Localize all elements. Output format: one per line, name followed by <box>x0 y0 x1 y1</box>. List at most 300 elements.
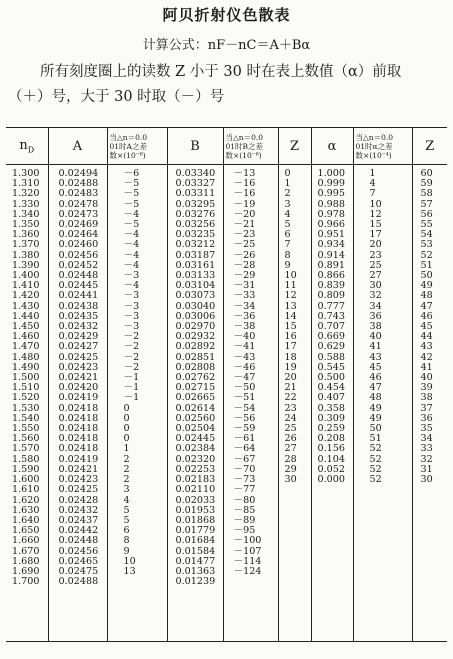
table-cell: 0.669 <box>317 331 345 343</box>
table-cell: 45 <box>369 361 382 373</box>
table-cell: 26 <box>284 433 297 445</box>
table-cell: 47 <box>420 300 433 312</box>
table-cell: －38 <box>233 321 256 333</box>
table-cell: 43 <box>369 351 382 363</box>
table-cell: 1.510 <box>12 382 40 394</box>
table-cell: 42 <box>420 351 433 363</box>
table-cell: 0.02715 <box>175 382 216 394</box>
table-cell: 22 <box>284 392 297 404</box>
table-cell: 0.02432 <box>58 504 99 516</box>
table-cell: 37 <box>420 402 433 414</box>
table-cell: －5 <box>123 188 140 200</box>
table-cell: 0.02456 <box>58 545 99 557</box>
table-cell: 1.330 <box>12 198 40 210</box>
table-cell: 45 <box>420 321 433 333</box>
table-cell: 1.520 <box>12 392 40 404</box>
table-cell: 1.450 <box>12 321 40 333</box>
table-cell: 10 <box>123 555 136 567</box>
table-cell: 30 <box>284 474 297 486</box>
table-cell: －31 <box>233 280 256 292</box>
table-cell: 0.707 <box>317 321 345 333</box>
column-diff-a <box>107 165 167 642</box>
table-cell: 0.588 <box>317 351 345 363</box>
table-cell: 0.02033 <box>175 494 216 506</box>
table-cell: 3 <box>123 484 130 496</box>
table-cell: 0.02419 <box>58 392 99 404</box>
table-cell: 9 <box>123 545 130 557</box>
table-cell: 0.02320 <box>175 453 216 465</box>
table-cell: 1.640 <box>12 514 40 526</box>
table-cell: 1.320 <box>12 188 40 200</box>
table-cell: －23 <box>233 229 256 241</box>
table-cell: 20 <box>369 239 382 251</box>
table-cell: 5 <box>123 514 130 526</box>
table-cell: 6 <box>123 525 130 537</box>
column-nd <box>6 165 48 642</box>
table-cell: 0.259 <box>317 423 345 435</box>
table-cell: 0.01584 <box>175 545 216 557</box>
table-cell: 28 <box>284 453 297 465</box>
table-cell: 51 <box>420 259 433 271</box>
table-cell: 0.02478 <box>58 198 99 210</box>
table-cell: 44 <box>420 331 433 343</box>
table-cell: 1.550 <box>12 423 40 435</box>
table-cell: 0.01363 <box>175 565 216 577</box>
table-cell: 32 <box>420 453 433 465</box>
table-cell: 0.02892 <box>175 341 216 353</box>
table-cell: 10 <box>369 198 382 210</box>
table-cell: 8 <box>284 249 291 261</box>
table-cell: 1.430 <box>12 300 40 312</box>
table-cell: 0.02808 <box>175 361 216 373</box>
table-cell: 7 <box>369 188 376 200</box>
table-cell: 38 <box>420 392 433 404</box>
table-header-row <box>6 128 447 165</box>
table-cell: 0.995 <box>317 188 345 200</box>
table-cell: 0 <box>123 412 130 424</box>
table-cell: 47 <box>369 382 382 394</box>
column-alpha <box>311 165 353 642</box>
table-cell: 0.891 <box>317 259 345 271</box>
table-cell: －29 <box>233 270 256 282</box>
table-cell: 0.01953 <box>175 504 216 516</box>
table-cell: 8 <box>123 535 130 547</box>
table-cell: 52 <box>420 249 433 261</box>
table-cell: 19 <box>284 361 297 373</box>
table-cell: 0 <box>123 423 130 435</box>
table-cell: 17 <box>369 229 382 241</box>
table-cell: 0.454 <box>317 382 345 394</box>
table-cell: 10 <box>284 270 297 282</box>
table-cell: 1.540 <box>12 412 40 424</box>
table-cell: －41 <box>233 341 256 353</box>
table-cell: 0.934 <box>317 239 345 251</box>
table-cell: 5 <box>123 504 130 516</box>
table-cell: 1.630 <box>12 504 40 516</box>
table-cell: 52 <box>369 474 382 486</box>
table-cell: 0.02437 <box>58 514 99 526</box>
table-cell: 0.914 <box>317 249 345 261</box>
table-cell: 1.670 <box>12 545 40 557</box>
table-cell: －85 <box>233 504 256 516</box>
table-cell: 0.978 <box>317 208 345 220</box>
table-cell: 0.01239 <box>175 576 216 588</box>
header-z2: Z <box>412 128 447 165</box>
table-cell: 54 <box>420 229 433 241</box>
table-cell: 4 <box>369 178 376 190</box>
table-cell: －4 <box>123 229 140 241</box>
table-cell: 0.03276 <box>175 208 216 220</box>
table-cell: 0.052 <box>317 463 345 475</box>
table-cell: 0.02560 <box>175 412 216 424</box>
table-cell: 0.02488 <box>58 178 99 190</box>
page-title: 阿贝折射仪色散表 <box>162 6 291 24</box>
formula: 计算公式：nF－nC＝A＋Bα <box>142 38 311 53</box>
table-cell: －26 <box>233 249 256 261</box>
table-cell: 1.650 <box>12 525 40 537</box>
table-cell: 0 <box>123 402 130 414</box>
table-cell: 0.01779 <box>175 525 216 537</box>
table-cell: 6 <box>284 229 291 241</box>
table-cell: －51 <box>233 392 256 404</box>
table-cell: 1.370 <box>12 239 40 251</box>
table-cell: 0.02932 <box>175 331 216 343</box>
table-cell: －4 <box>123 239 140 251</box>
table-cell: 0.03327 <box>175 178 216 190</box>
table-cell: 39 <box>420 382 433 394</box>
table-cell: 0.02851 <box>175 351 216 363</box>
table-cell: 0.02494 <box>58 168 99 179</box>
table-cell: 0.02473 <box>58 208 99 220</box>
table-cell: 0.02425 <box>58 351 99 363</box>
table-cell: 1.570 <box>12 443 40 455</box>
table-cell: －16 <box>233 178 256 190</box>
table-cell: 0 <box>123 433 130 445</box>
table-cell: 0.02483 <box>58 188 99 200</box>
table-cell: 0.02614 <box>175 402 216 414</box>
description-line-1: 所有刻度圈上的读数 Z 小于 30 时在表上数值（α）前取 <box>40 64 402 80</box>
table-cell: 1.400 <box>12 270 40 282</box>
table-cell: 34 <box>369 300 382 312</box>
table-cell: 1.620 <box>12 494 40 506</box>
table-cell: －5 <box>123 178 140 190</box>
table-cell: 1.580 <box>12 453 40 465</box>
table-cell: 0.02418 <box>58 412 99 424</box>
table-cell: 1.340 <box>12 208 40 220</box>
table-cell: 1.440 <box>12 310 40 322</box>
table-cell: 2 <box>123 453 130 465</box>
table-cell: 25 <box>284 423 297 435</box>
table-cell: 0.02253 <box>175 463 216 475</box>
dispersion-table <box>6 127 447 642</box>
table-cell: 31 <box>420 463 433 475</box>
table-cell: 0.03073 <box>175 290 216 302</box>
table-cell: 0.309 <box>317 412 345 424</box>
table-cell: －33 <box>233 290 256 302</box>
table-cell: 53 <box>420 239 433 251</box>
table-cell: －40 <box>233 331 256 343</box>
table-cell <box>234 577 278 587</box>
table-cell: 0.01684 <box>175 535 216 547</box>
table-cell: 17 <box>284 341 297 353</box>
column-diff-alpha <box>353 165 412 642</box>
table-cell: 1.490 <box>12 361 40 373</box>
table-cell: 2 <box>123 463 130 475</box>
table-cell: －13 <box>233 168 256 179</box>
table-cell: 0.839 <box>317 280 345 292</box>
table-cell: 16 <box>284 331 297 343</box>
table-cell: 0.02465 <box>58 555 99 567</box>
table-cell: 18 <box>284 351 297 363</box>
table-cell: 59 <box>420 178 433 190</box>
table-cell: 9 <box>284 259 291 271</box>
table-cell: 48 <box>369 392 382 404</box>
table-cell: 1.480 <box>12 351 40 363</box>
table-cell: 0.02418 <box>58 402 99 414</box>
table-cell: 1.420 <box>12 290 40 302</box>
table-cell: 0.02445 <box>58 280 99 292</box>
table-cell: 1.470 <box>12 341 40 353</box>
table-cell: －2 <box>123 351 140 363</box>
table-cell: 51 <box>369 433 382 445</box>
table-cell: 38 <box>369 321 382 333</box>
table-cell: 0.000 <box>317 474 345 486</box>
table-cell: 2 <box>284 188 291 200</box>
table-cell: 0.03040 <box>175 300 216 312</box>
table-cell: 20 <box>284 372 297 384</box>
table-cell: 50 <box>369 423 382 435</box>
table-cell: 0.629 <box>317 341 345 353</box>
table-cell: 0.02110 <box>175 484 216 496</box>
table-cell: 0.02665 <box>175 392 216 404</box>
table-cell: －67 <box>233 453 256 465</box>
table-cell: 15 <box>369 219 382 231</box>
table-cell: －89 <box>233 514 256 526</box>
table-cell: －3 <box>123 321 140 333</box>
table-cell: 0.02427 <box>58 341 99 353</box>
table-cell: －16 <box>233 188 256 200</box>
table-cell: 0.02970 <box>175 321 216 333</box>
table-cell: 0.02420 <box>58 382 99 394</box>
column-b <box>167 165 223 642</box>
table-cell: 0.02460 <box>58 239 99 251</box>
table-cell: 15 <box>284 321 297 333</box>
table-cell: 50 <box>420 270 433 282</box>
table-cell: 21 <box>284 382 297 394</box>
table-cell: 0.966 <box>317 219 345 231</box>
table-cell: 43 <box>420 341 433 353</box>
table-cell: －61 <box>233 433 256 445</box>
table-cell: 1.000 <box>317 168 345 179</box>
table-cell: 48 <box>420 290 433 302</box>
table-cell: 1.360 <box>12 229 40 241</box>
table-cell: －4 <box>123 259 140 271</box>
table-cell: 4 <box>123 494 130 506</box>
table-cell: 0.02429 <box>58 331 99 343</box>
table-cell: －47 <box>233 372 256 384</box>
table-cell: 0.03133 <box>175 270 216 282</box>
table-cell: 0.743 <box>317 310 345 322</box>
table-cell: 52 <box>369 453 382 465</box>
table-cell: 1 <box>369 168 376 179</box>
table-cell: －100 <box>233 535 262 547</box>
table-cell: 13 <box>284 300 297 312</box>
table-cell: 0.777 <box>317 300 345 312</box>
table-cell: 14 <box>284 310 297 322</box>
table-cell: －73 <box>233 474 256 486</box>
table-cell: 56 <box>420 208 433 220</box>
table-cell: 0.01868 <box>175 514 216 526</box>
table-cell: 55 <box>420 219 433 231</box>
table-cell: 0.02488 <box>58 576 99 588</box>
table-cell: －1 <box>123 392 140 404</box>
table-cell: －2 <box>123 341 140 353</box>
table-cell: －56 <box>233 412 256 424</box>
table-cell: 0.02418 <box>58 433 99 445</box>
table-cell: 1.530 <box>12 402 40 414</box>
table-cell: 52 <box>369 443 382 455</box>
table-cell: －4 <box>123 280 140 292</box>
table-cell: 1.690 <box>12 565 40 577</box>
table-cell: 0.156 <box>317 443 345 455</box>
table-cell: －3 <box>123 310 140 322</box>
table-cell: 0.02448 <box>58 270 99 282</box>
table-cell: －124 <box>233 565 262 577</box>
table-cell: 0.02384 <box>175 443 216 455</box>
column-z <box>278 165 311 642</box>
table-cell: 1.390 <box>12 259 40 271</box>
table-cell: 0.02418 <box>58 423 99 435</box>
table-cell: 32 <box>369 290 382 302</box>
table-cell: －1 <box>123 372 140 384</box>
table-cell: －54 <box>233 402 256 414</box>
table-cell: 33 <box>420 443 433 455</box>
table-cell: －4 <box>123 249 140 261</box>
table-cell: －1 <box>123 382 140 394</box>
table-cell: 0.02445 <box>175 433 216 445</box>
header-alpha: α <box>311 128 353 165</box>
table-cell: 0.03256 <box>175 219 216 231</box>
table-cell: 0.02442 <box>58 525 99 537</box>
table-cell: 0.02428 <box>58 494 99 506</box>
table-cell: 0.02469 <box>58 219 99 231</box>
header-diff-a: 当△n＝0.0 01时A之差 数×(10⁻⁶) <box>107 128 167 165</box>
table-cell: 36 <box>369 310 382 322</box>
table-cell: 30 <box>420 474 433 486</box>
table-cell: 0.02452 <box>58 259 99 271</box>
table-cell: －3 <box>123 300 140 312</box>
table-cell: －21 <box>233 219 256 231</box>
table-cell: －36 <box>233 310 256 322</box>
table-cell: 25 <box>369 259 382 271</box>
table-cell: 49 <box>420 280 433 292</box>
table-cell: 0.866 <box>317 270 345 282</box>
table-cell: 40 <box>369 331 382 343</box>
table-cell: 0.358 <box>317 402 345 414</box>
table-cell: －50 <box>233 382 256 394</box>
table-cell: －77 <box>233 484 256 496</box>
table-cell: 40 <box>420 372 433 384</box>
table-cell: 0.988 <box>317 198 345 210</box>
table-cell: 0.02464 <box>58 229 99 241</box>
table-cell: 0.02425 <box>58 484 99 496</box>
table-cell: 0.02435 <box>58 310 99 322</box>
column-diff-b <box>223 165 278 642</box>
table-cell: 0.03161 <box>175 259 216 271</box>
header-diff-b: 当△n＝0.0 01时B之差 数×(10⁻⁶) <box>223 128 278 165</box>
table-cell: －3 <box>123 290 140 302</box>
table-cell: 41 <box>420 361 433 373</box>
table-cell: －28 <box>233 259 256 271</box>
table-cell: 49 <box>369 412 382 424</box>
table-cell: 13 <box>123 565 136 577</box>
table-cell: 0.03212 <box>175 239 216 251</box>
table-cell: 0.01477 <box>175 555 216 567</box>
table-cell: 57 <box>420 198 433 210</box>
table-cell: －25 <box>233 239 256 251</box>
table-cell: 0.951 <box>317 229 345 241</box>
table-cell: 1.460 <box>12 331 40 343</box>
table-cell: 11 <box>284 280 297 292</box>
table-cell: 0.03311 <box>175 188 216 200</box>
table-cell: 49 <box>369 402 382 414</box>
table-body-row <box>6 165 447 642</box>
table-cell: 23 <box>369 249 382 261</box>
table-cell: 23 <box>284 402 297 414</box>
table-cell: 1.500 <box>12 372 40 384</box>
table-cell: 52 <box>369 463 382 475</box>
table-cell: 0.02762 <box>175 372 216 384</box>
header-nd: $n_D$ <box>6 128 48 165</box>
table-cell: －20 <box>233 208 256 220</box>
table-cell: 5 <box>284 219 291 231</box>
table-cell: 36 <box>420 412 433 424</box>
table-cell: 0.02432 <box>58 321 99 333</box>
table-cell: 0.02418 <box>58 443 99 455</box>
table-cell: 7 <box>284 239 291 251</box>
table-cell: 1.410 <box>12 280 40 292</box>
table-cell: 0.02504 <box>175 423 216 435</box>
header-diff-alpha: 当△n＝0.0 01时α之差 数×(10⁻⁴) <box>353 128 412 165</box>
table-cell: 0.208 <box>317 433 345 445</box>
table-cell: 3 <box>284 198 291 210</box>
table-cell: 1.300 <box>12 168 40 179</box>
table-cell: 1.590 <box>12 463 40 475</box>
table-cell: 1.600 <box>12 474 40 486</box>
table-cell: 0.03295 <box>175 198 216 210</box>
table-cell: 12 <box>369 208 382 220</box>
table-cell: －80 <box>233 494 256 506</box>
table-cell: 1 <box>284 178 291 190</box>
table-cell: －4 <box>123 208 140 220</box>
table-cell: 1.610 <box>12 484 40 496</box>
table-cell: 0.03187 <box>175 249 216 261</box>
table-cell: 1.700 <box>12 576 40 588</box>
table-cell: －5 <box>123 219 140 231</box>
table-cell: －59 <box>233 423 256 435</box>
table-cell: 0.407 <box>317 392 345 404</box>
description-line-2: （＋）号，大于 30 时取（－）号 <box>8 89 225 105</box>
table-cell: 1.680 <box>12 555 40 567</box>
table-cell: 24 <box>284 412 297 424</box>
table-cell: 0.02421 <box>58 372 99 384</box>
table-cell: －6 <box>123 168 140 179</box>
table-cell: 0.02419 <box>58 453 99 465</box>
table-cell: 0.02438 <box>58 300 99 312</box>
table-cell: 0.03104 <box>175 280 216 292</box>
table-cell: －3 <box>123 270 140 282</box>
table-cell: 1.350 <box>12 219 40 231</box>
